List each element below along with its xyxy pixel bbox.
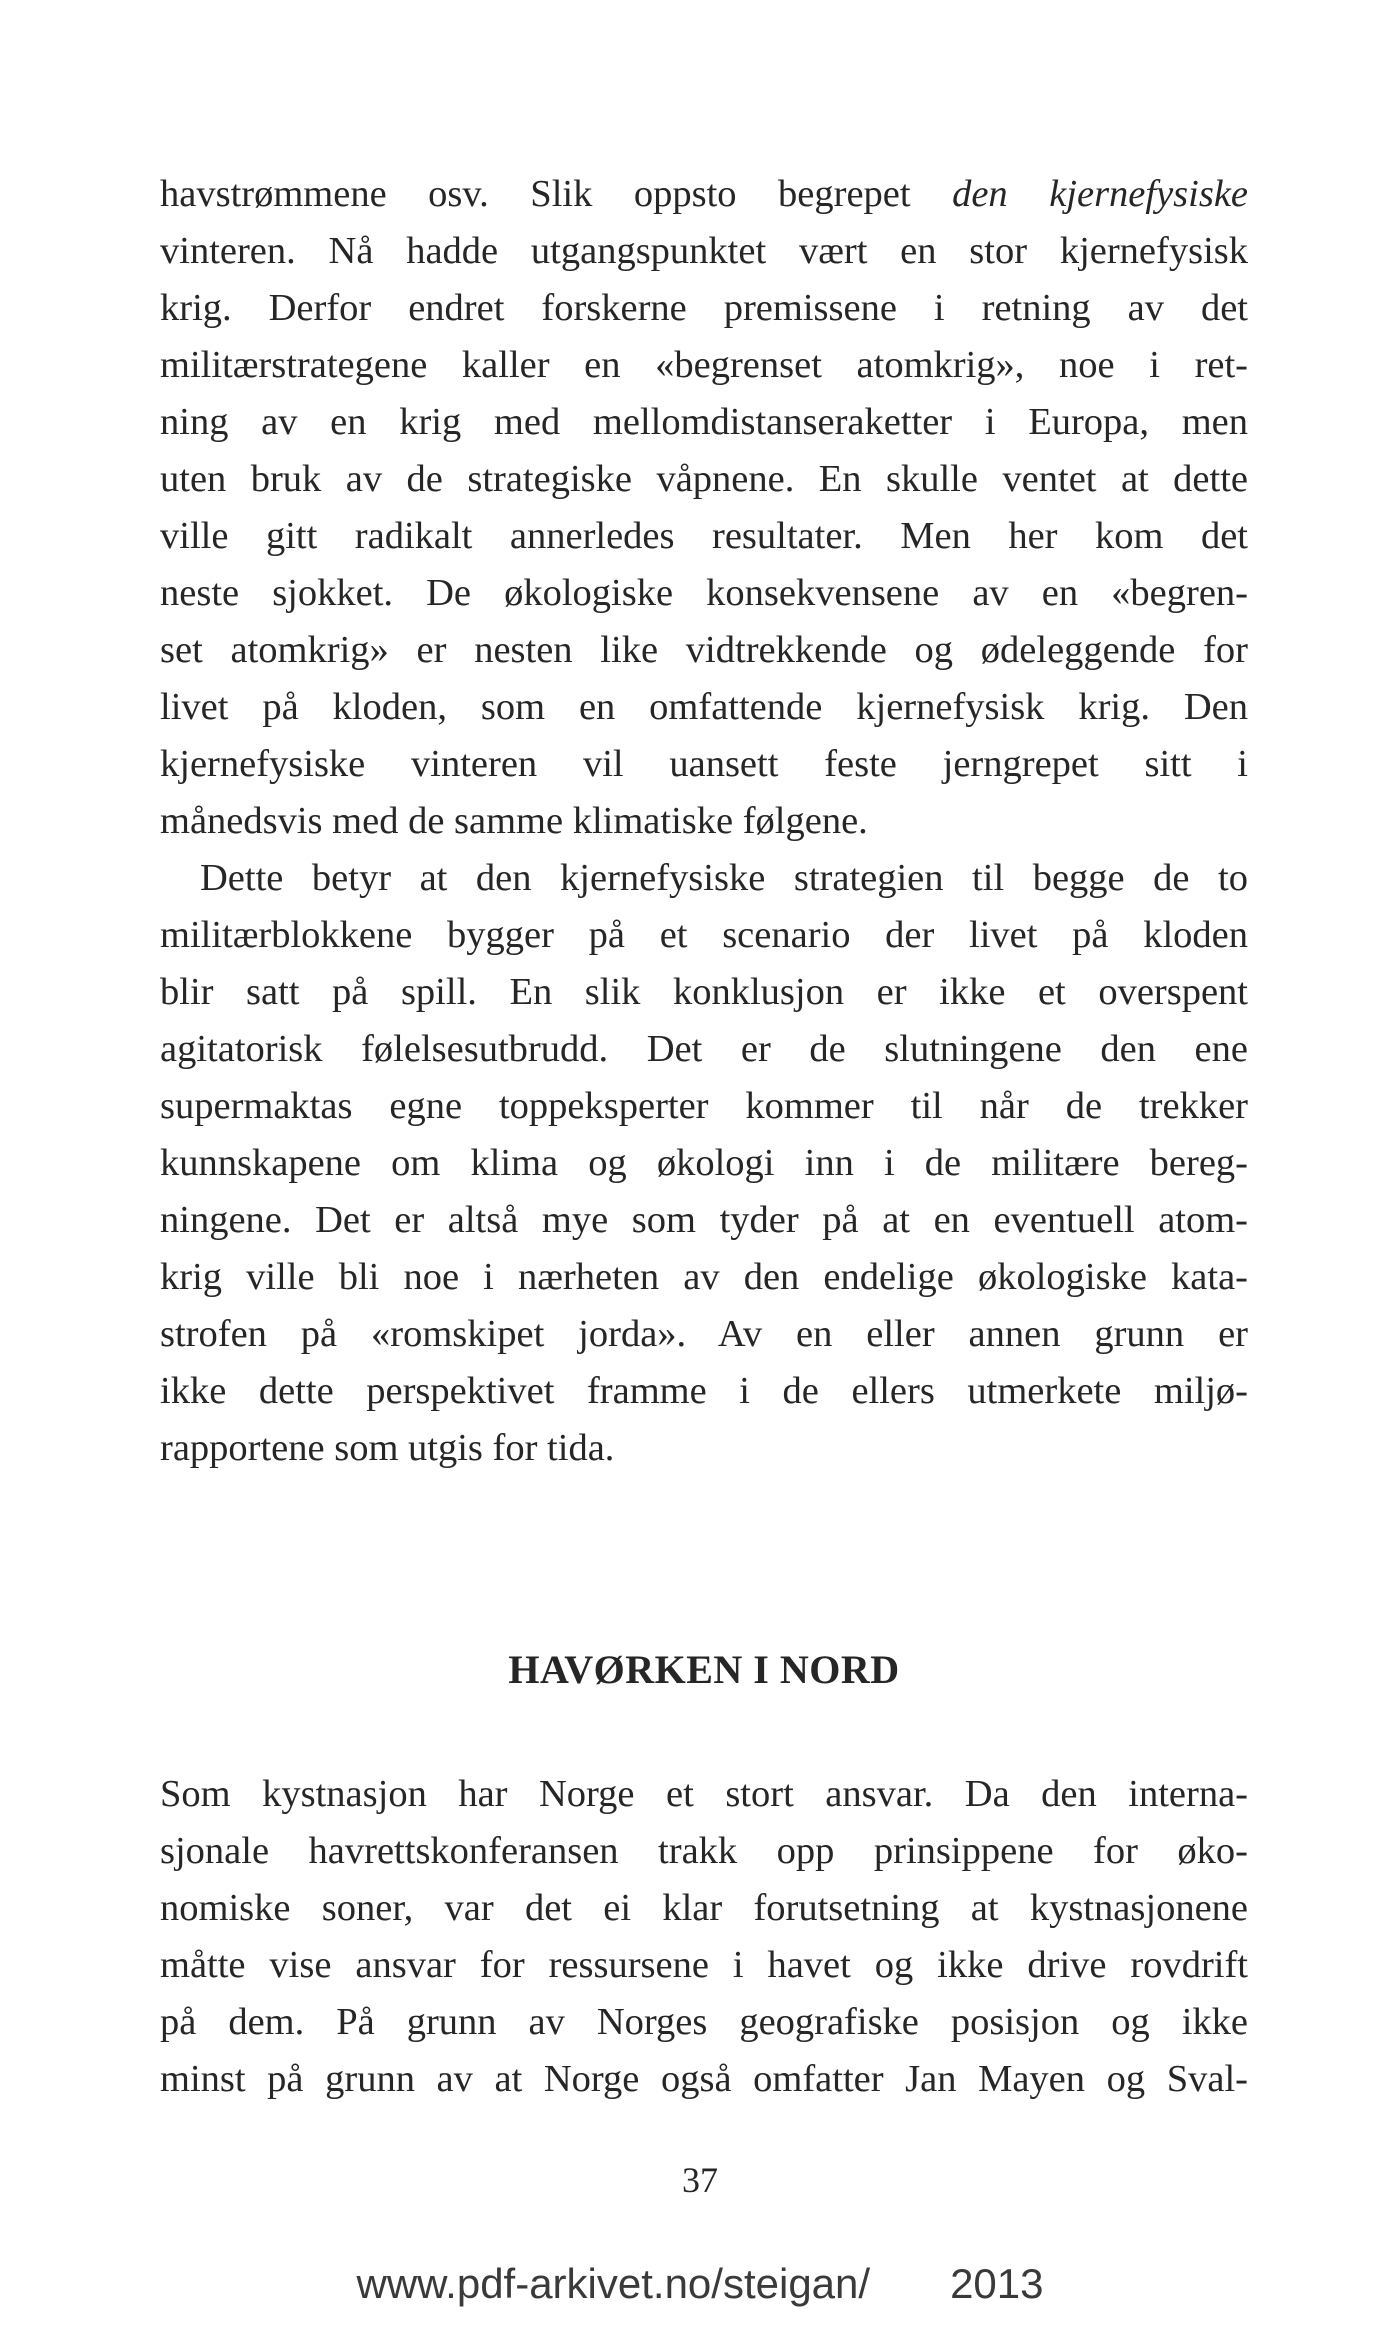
- text-line: ville gitt radikalt annerledes resultater. Men her kom det: [160, 515, 1248, 557]
- text-line: agitatorisk følelsesutbrudd. Det er de slutningene den ene: [160, 1028, 1248, 1070]
- body-text-lower: [160, 1766, 1248, 2108]
- footer-watermark: [0, 2256, 1400, 2312]
- text-line: ningene. Det er altså mye som tyder på at en eventuell atom-: [160, 1199, 1248, 1241]
- text-line: kunnskapene om klima og økologi inn i de militære bereg-: [160, 1142, 1248, 1184]
- text-line: måtte vise ansvar for ressursene i havet og ikke drive rovdrift: [160, 1944, 1248, 1986]
- text-line: uten bruk av de strategiske våpnene. En skulle ventet at dette: [160, 458, 1248, 500]
- text-line: militærstrategene kaller en «begrenset atomkrig», noe i ret-: [160, 344, 1248, 386]
- text-line: månedsvis med de samme klimatiske følgene.: [160, 800, 868, 842]
- text-line: på dem. På grunn av Norges geografiske posisjon og ikke: [160, 2001, 1248, 2043]
- text-line: rapportene som utgis for tida.: [160, 1427, 615, 1469]
- text-line: minst på grunn av at Norge også omfatter Jan Mayen og Sval-: [160, 2058, 1248, 2100]
- text-line: blir satt på spill. En slik konklusjon er ikke et overspent: [160, 971, 1248, 1013]
- text-line: havstrømmene osv. Slik oppsto begrepet den kjernefysiske: [160, 173, 1249, 215]
- footer-year: 2013: [950, 2260, 1044, 2307]
- text-line: nomiske soner, var det ei klar forutsetning at kystnasjonene: [160, 1887, 1248, 1929]
- footer-url: www.pdf-arkivet.no/steigan/: [356, 2260, 871, 2307]
- text-line: krig. Derfor endret forskerne premissene i retning av det: [160, 287, 1248, 329]
- text-line: kjernefysiske vinteren vil uansett feste jerngrepet sitt i: [160, 743, 1248, 785]
- text-line: ning av en krig med mellomdistanseraketter i Europa, men: [160, 401, 1248, 443]
- text-line: krig ville bli noe i nærheten av den endelige økologiske kata-: [160, 1256, 1248, 1298]
- text-line: livet på kloden, som en omfattende kjernefysisk krig. Den: [160, 686, 1248, 728]
- text-line: supermaktas egne toppeksperter kommer til når de trekker: [160, 1085, 1248, 1127]
- page-number: 37: [682, 2160, 718, 2200]
- text-line: Dette betyr at den kjernefysiske strategien til begge de to: [200, 857, 1248, 899]
- text-line: sjonale havrettskonferansen trakk opp prinsippene for øko-: [160, 1830, 1248, 1872]
- text-line: ikke dette perspektivet framme i de ellers utmerkete miljø-: [160, 1370, 1248, 1412]
- section-heading: HAVØRKEN I NORD: [508, 1647, 900, 1692]
- text-line: strofen på «romskipet jorda». Av en eller annen grunn er: [160, 1313, 1248, 1355]
- text-line: neste sjokket. De økologiske konsekvensene av en «begren-: [160, 572, 1248, 614]
- body-text-upper: [160, 166, 1248, 1477]
- text-line: set atomkrig» er nesten like vidtrekkende og ødeleggende for: [160, 629, 1248, 671]
- text-line: Som kystnasjon har Norge et stort ansvar. Da den interna-: [160, 1773, 1248, 1815]
- italic-term: den kjernefysiske: [952, 173, 1249, 215]
- text-line: militærblokkene bygger på et scenario der livet på kloden: [160, 914, 1248, 956]
- text-line: vinteren. Nå hadde utgangspunktet vært en stor kjernefysisk: [160, 230, 1248, 272]
